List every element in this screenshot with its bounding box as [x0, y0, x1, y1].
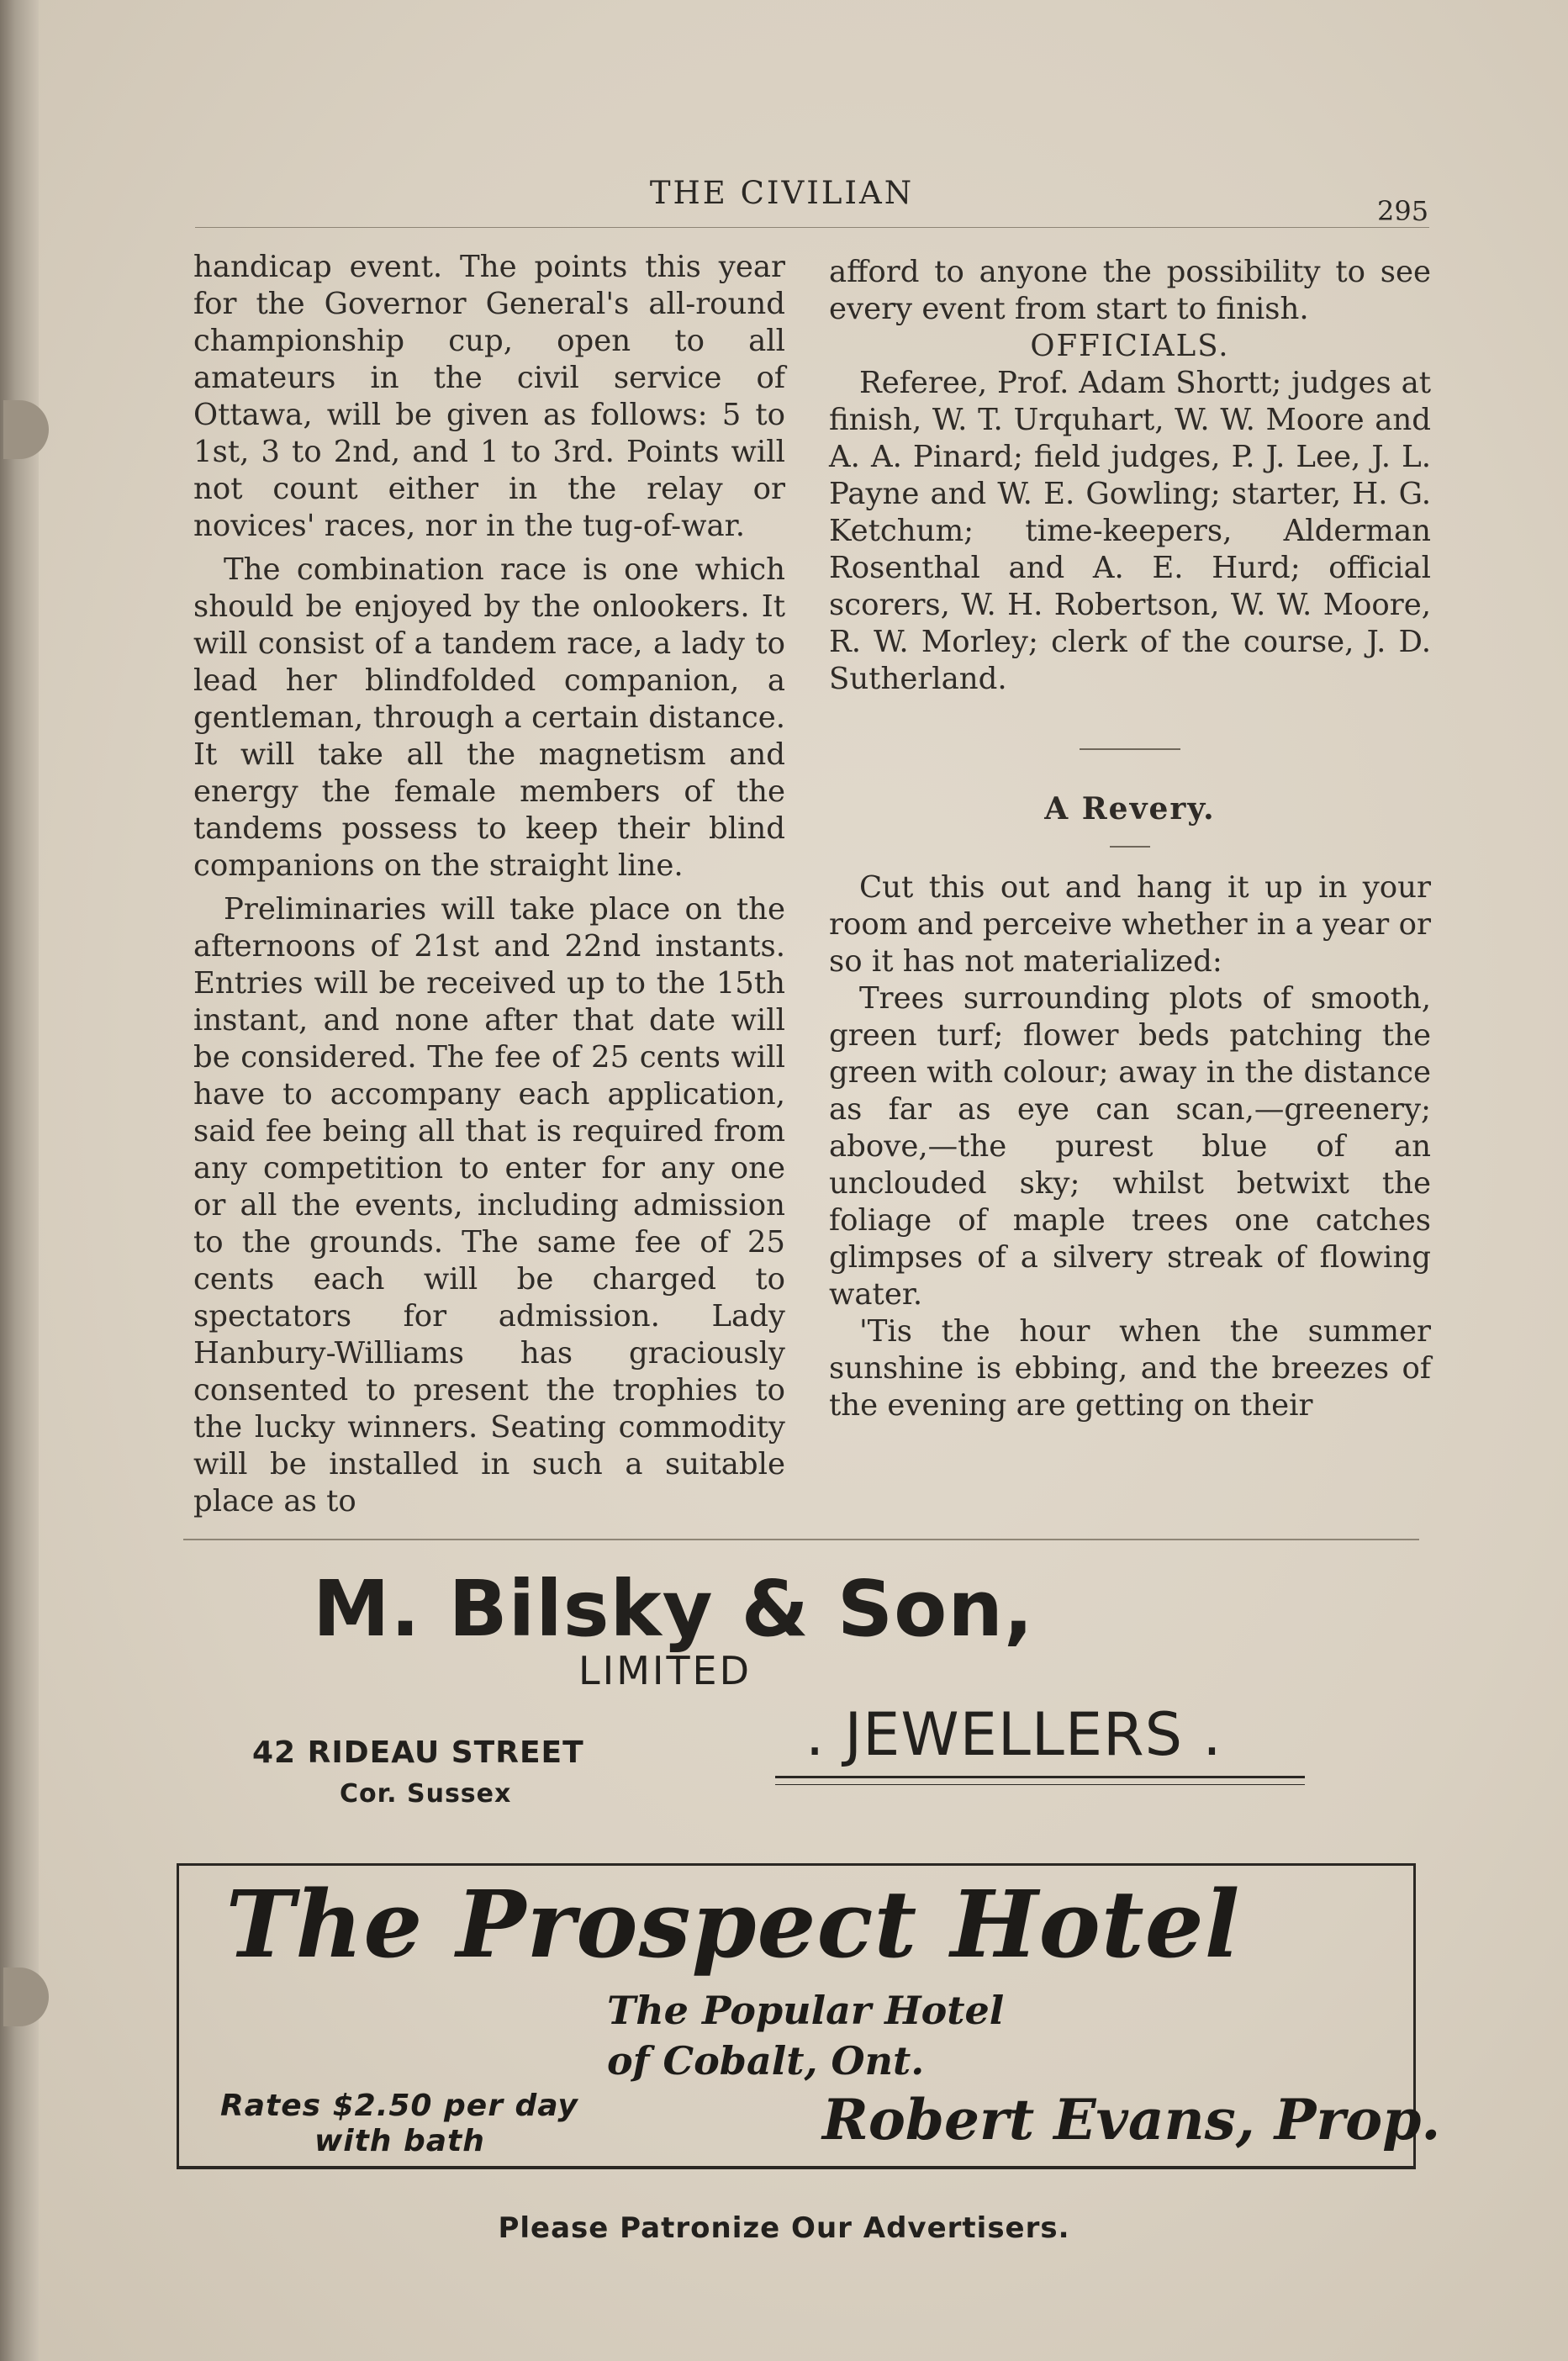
- footer-note: Please Patronize Our Advertisers.: [498, 2211, 1070, 2245]
- right-column: [829, 254, 1431, 1424]
- left-paragraph-3: Preliminaries will take place on the afternoons of 21st and 22nd instants. Entries will be received up to the 15th instant, and none after that date will be considered. The fee of 25 cents will have to accompany each application, said fee being all that is required from any competition to enter for any one or all the events, including admission to the grounds. The same fee of 25 cents each will be charged to spectators for admission. Lady Hanbury-Williams has graciously consented to present the trophies to the lucky winners. Seating commodity will be installed in such a suitable place as to: [193, 892, 785, 1519]
- bilsky-name: M. Bilsky & Son,: [313, 1564, 1034, 1654]
- bilsky-limited: LIMITED: [578, 1648, 752, 1693]
- bilsky-corner: Cor. Sussex: [340, 1779, 512, 1809]
- right-continuation: afford to anyone the possibility to see every event from start to finish.: [829, 255, 1431, 326]
- revery-title: A Revery.: [1044, 791, 1216, 827]
- left-paragraph-2: The combination race is one which should be enjoyed by the onlookers. It will consist of a tandem race, a lady to lead her blindfolded companion, a gentleman, through a certain distance. It will take all the magnetism and energy the female members of the tandems possess to keep their blind companions on the straight line.: [193, 552, 785, 883]
- hotel-proprietor: Robert Evans, Prop.: [822, 2087, 1441, 2152]
- officials-text: Referee, Prof. Adam Shortt; judges at finish, W. T. Urquhart, W. W. Moore and A. A. Pinard; field judges, P. J. Lee, J. L. Payne and W. E. Gowling; starter, H. G. Ketchum; time-keepers, Alderman Rosenthal and A. E. Hurd; official scorers, W. H. Robertson, W. W. Moore, R. W. Morley; clerk of the course, J. D. Sutherland.: [829, 366, 1431, 696]
- revery-paragraph-3: 'Tis the hour when the summer sunshine is ebbing, and the breezes of the evening are getting on their: [829, 1314, 1431, 1423]
- hotel-rates-1: Rates $2.50 per day: [220, 2089, 578, 2123]
- page-number: 295: [1377, 195, 1429, 227]
- hotel-rates-2: with bath: [314, 2124, 485, 2158]
- hotel-tagline-1: The Popular Hotel: [607, 1988, 1005, 2033]
- hotel-title: The Prospect Hotel: [225, 1870, 1241, 1978]
- left-column: [193, 249, 785, 1520]
- officials-heading: OFFICIALS.: [1030, 329, 1230, 363]
- jewellers-underline-thin: [775, 1784, 1305, 1785]
- revery-paragraph-1: Cut this out and hang it up in your room and perceive whether in a year or so it has not materialized:: [829, 870, 1431, 979]
- revery-paragraph-2: Trees surrounding plots of smooth, green turf; flower beds patching the green with colour; away in the distance as far as eye can scan,—greenery; above,—the purest blue of an unclouded sky; whilst betwixt the foliage of maple trees one catches glimpses of a silvery streak of flowing water.: [829, 981, 1431, 1312]
- left-paragraph-1: handicap event. The points this year for the Governor General's all-round championship cup, open to all amateurs in the civil service of Ottawa, will be given as follows: 5 to 1st, 3 to 2nd, and 1 to 3rd. Points will not count either in the relay or novices' races, nor in the tug-of-war.: [193, 250, 785, 543]
- masthead-title: THE CIVILIAN: [649, 175, 915, 211]
- hotel-tagline-2: of Cobalt, Ont.: [607, 2038, 925, 2084]
- revery-dash: [1110, 846, 1150, 848]
- bilsky-address: 42 RIDEAU STREET: [252, 1735, 584, 1770]
- bilsky-trade: . JEWELLERS .: [805, 1700, 1222, 1769]
- section-divider: [1080, 748, 1180, 750]
- jewellers-underline: [775, 1776, 1305, 1778]
- ads-rule: [183, 1539, 1419, 1540]
- binding-tab-bottom: [3, 1968, 49, 2026]
- header-rule: [195, 227, 1429, 228]
- binding-tab-top: [3, 400, 49, 459]
